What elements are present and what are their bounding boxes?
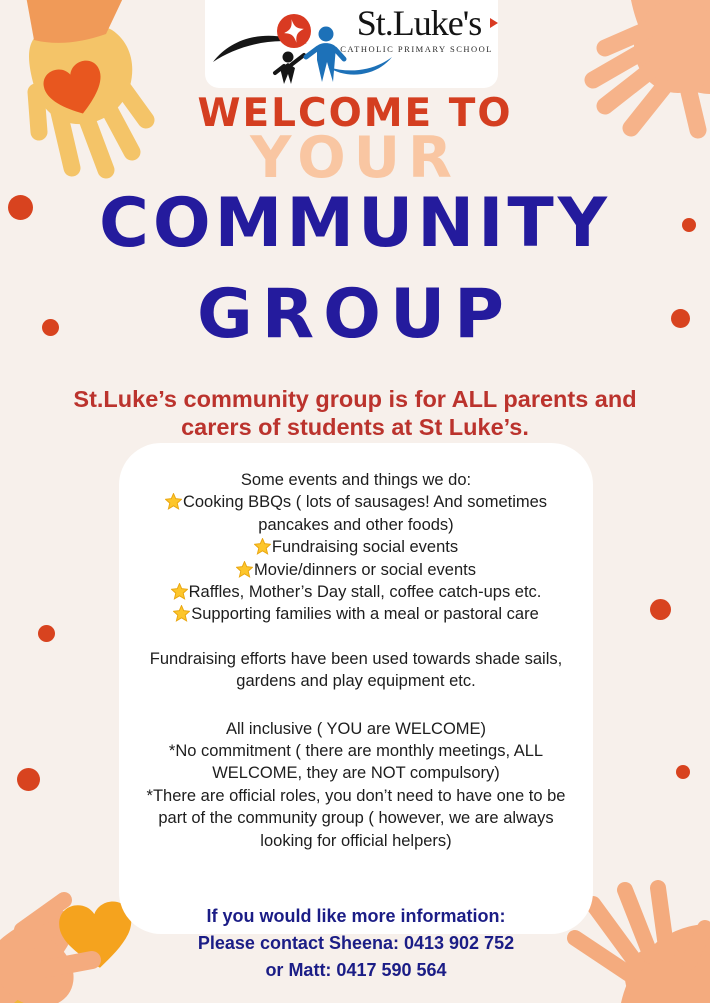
inclusivity-line: *There are official roles, you don’t need to have one to be part of the community group ( however, we are always looking for official helpers) <box>146 786 566 850</box>
inclusivity-line: All inclusive ( YOU are WELCOME) <box>225 719 487 738</box>
star-icon <box>165 493 182 510</box>
event-item <box>135 536 577 558</box>
contact-phone-matt: or Matt: 0417 590 564 <box>265 960 447 980</box>
event-item <box>135 559 577 581</box>
decorative-dot <box>17 768 40 791</box>
event-item <box>135 581 577 603</box>
decorative-dot <box>650 599 671 620</box>
flyer-subtitle: St.Luke’s community group is for ALL parents and carers of students at St Luke’s. <box>73 386 637 440</box>
event-text: Cooking BBQs ( lots of sausages! And sometimes pancakes and other foods) <box>182 493 548 534</box>
welcome-heading: WELCOME TO <box>197 91 513 136</box>
contact-heading: If you would like more information: <box>206 906 506 926</box>
event-text: Supporting families with a meal or pastoral care <box>191 605 539 624</box>
your-heading: YOUR <box>250 125 460 191</box>
event-text: Movie/dinners or social events <box>254 560 476 579</box>
group-heading: GROUP <box>196 275 514 354</box>
inclusivity-line: *No commitment ( there are monthly meetings, ALL WELCOME, they are NOT compulsory) <box>168 742 544 783</box>
event-item <box>135 491 577 536</box>
star-icon <box>173 605 190 622</box>
contact-phone-sheena: Please contact Sheena: 0413 902 752 <box>197 933 515 953</box>
events-intro: Some events and things we do: <box>240 471 472 489</box>
star-icon <box>171 583 188 600</box>
decorative-dot <box>38 625 55 642</box>
sleeve-shape <box>0 974 42 1003</box>
event-text: Raffles, Mother’s Day stall, coffee catch-ups etc. <box>188 583 542 602</box>
decorative-dot <box>676 765 690 779</box>
event-text: Fundraising social events <box>271 538 459 557</box>
school-logo <box>205 0 498 88</box>
school-subtitle: CATHOLIC PRIMARY SCHOOL <box>340 44 493 54</box>
star-icon <box>236 561 253 578</box>
info-card <box>119 443 593 934</box>
event-item <box>135 603 577 625</box>
sleeve-shape <box>26 0 124 43</box>
star-icon <box>254 538 271 555</box>
contact-section <box>119 903 593 984</box>
school-name: St.Luke's <box>356 3 482 43</box>
fundraising-note: Fundraising efforts have been used towards shade sails, gardens and play equipment etc. <box>149 649 563 691</box>
community-heading: COMMUNITY <box>98 184 612 263</box>
